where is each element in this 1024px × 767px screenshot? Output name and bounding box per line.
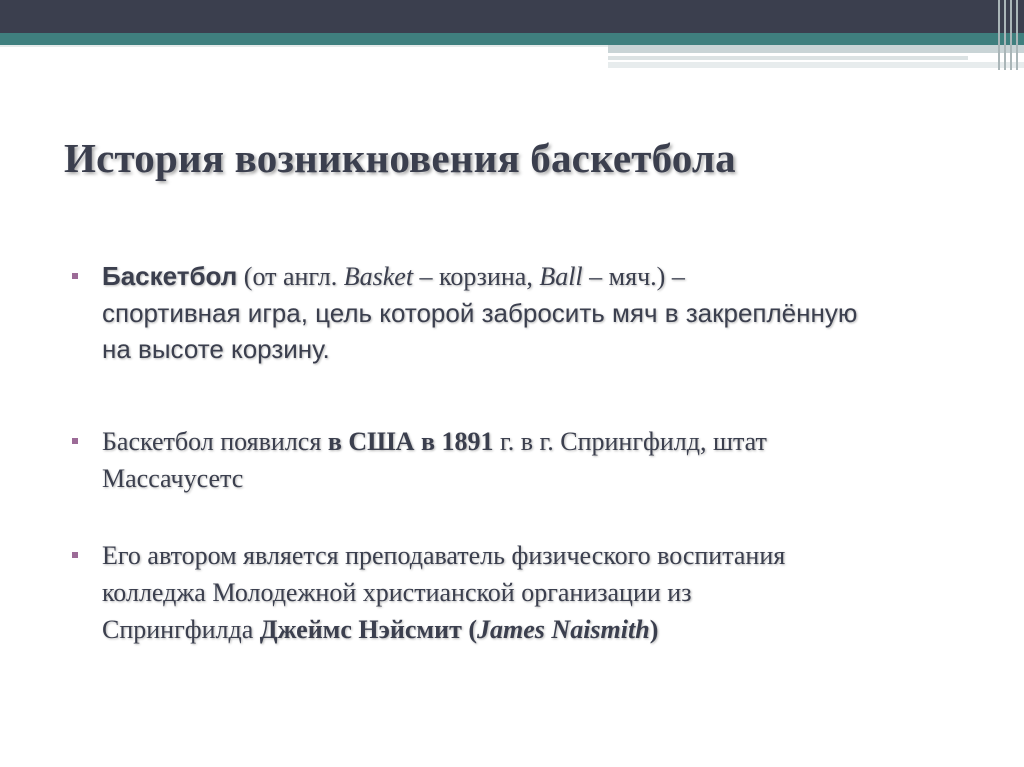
header-stripe: [998, 0, 1000, 70]
text-run: г. в г. Спрингфилд, штат: [493, 427, 767, 456]
text-line: на высоте корзину.: [102, 334, 330, 364]
list-item: [72, 258, 952, 367]
text-run: Спрингфилда: [102, 615, 260, 644]
text-line: Его автором является преподаватель физического воспитания: [102, 541, 786, 570]
slide-title: История возникновения баскетбола: [64, 135, 736, 181]
text-run: ): [649, 615, 659, 644]
list-item: [72, 537, 952, 648]
term-basketball: Баскетбол: [102, 261, 238, 291]
header-light-bar-lower: [608, 62, 1024, 68]
text-run: Баскетбол появился: [102, 427, 328, 456]
text-bold: в США в 1891: [327, 427, 494, 456]
text-line: Массачусетс: [102, 464, 244, 493]
header-light-bar: [608, 45, 1024, 53]
text-run: – мяч.) –: [582, 262, 685, 291]
list-item: [72, 423, 952, 497]
text-line: колледжа Молодежной христианской организации из: [102, 578, 692, 607]
name-naismith-english: James Naismith: [477, 615, 650, 644]
name-naismith: Джеймс Нэйсмит (: [259, 615, 478, 644]
header-shadow-line: [0, 45, 608, 47]
text-line: спортивная игра, цель которой забросить мяч в закреплённую: [102, 298, 858, 328]
bullet-list: [72, 258, 952, 648]
word-basket: Basket: [343, 262, 414, 291]
header-stripe: [1004, 0, 1006, 70]
header-stripe: [1016, 0, 1018, 70]
text-run: (от англ.: [237, 262, 344, 291]
word-ball: Ball: [539, 262, 583, 291]
text-run: – корзина,: [413, 262, 540, 291]
header-teal-bar: [0, 33, 1024, 45]
bullet-square-icon: [72, 438, 78, 444]
header-dark-bar: [0, 0, 1024, 33]
bullet-square-icon: [72, 552, 78, 558]
header-stripe: [1010, 0, 1012, 70]
header-light-bar-thin: [608, 56, 968, 60]
bullet-square-icon: [72, 273, 78, 279]
